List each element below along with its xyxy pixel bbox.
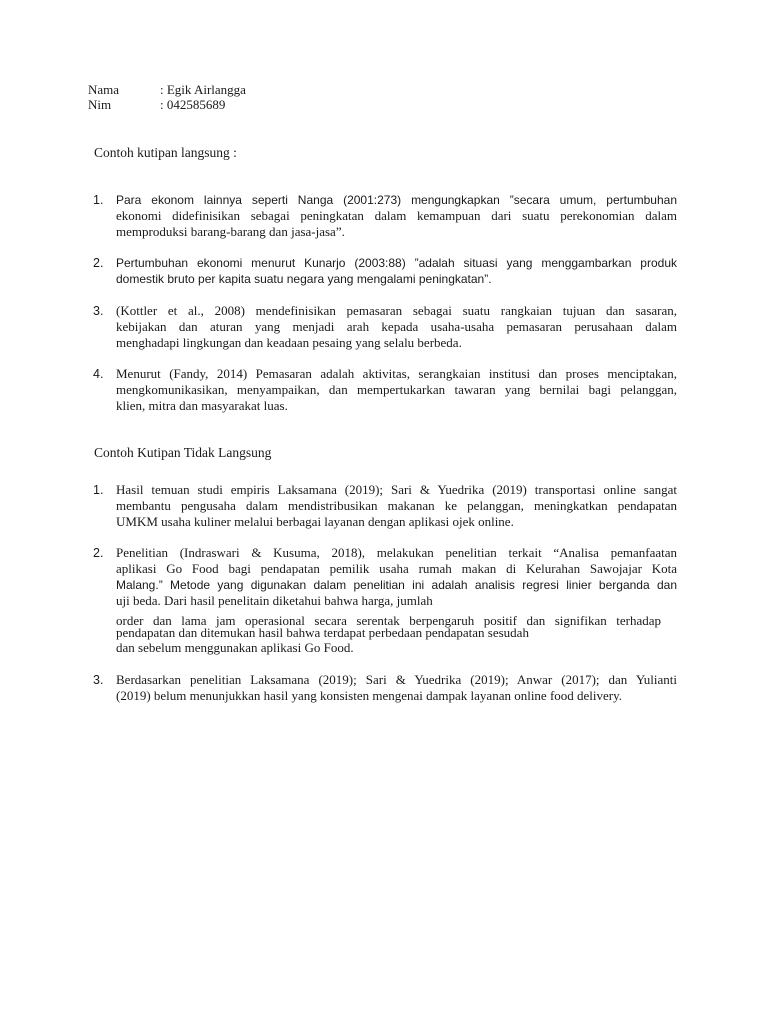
text-line: domestik bruto per kapita suatu negara yang mengalami peningkatan”.	[116, 272, 492, 286]
list-item-text	[116, 192, 677, 240]
text-line: pendapatan dan ditemukan hasil bahwa terdapat perbedaan pendapatan sesudah	[116, 625, 529, 640]
list-number: 3.	[93, 304, 104, 318]
text-line: dan sebelum menggunakan aplikasi Go Food.	[116, 640, 354, 655]
text-line: Para ekonom lainnya seperti Nanga (2001:273) mengungkapkan ”secara umum, pertumbuhan	[116, 193, 677, 207]
text-line: membantu pengusaha dalam mendistribusikan makanan ke pelanggan, meningkatkan pendapatan	[116, 498, 677, 513]
nim-label: Nim	[88, 97, 112, 112]
text-line: order dan lama jam operasional secara serentak berpengaruh positif dan signifikan terhadap	[116, 613, 661, 628]
text-line: UMKM usaha kuliner melalui berbagai layanan dengan aplikasi ojek online.	[116, 514, 514, 529]
name-value: : Egik Airlangga	[160, 82, 246, 97]
list-number: 1.	[93, 193, 104, 207]
text-line: Menurut (Fandy, 2014) Pemasaran adalah aktivitas, serangkaian institusi dan proses menciptakan,	[116, 366, 677, 381]
text-line: (2019) belum menunjukkan hasil yang konsisten mengenai dampak layanan online food delivery.	[116, 688, 623, 703]
text-line: Berdasarkan penelitian Laksamana (2019); Sari & Yuedrika (2019); Anwar (2017); dan Yulianti	[116, 672, 677, 687]
list-number: 2.	[93, 546, 104, 560]
list-number: 4.	[93, 367, 104, 381]
name-label: Nama	[88, 82, 120, 97]
text-line: klien, mitra dan masyarakat luas.	[116, 398, 288, 413]
list-item-text	[116, 482, 677, 530]
text-line: Pertumbuhan ekonomi menurut Kunarjo (2003:88) ”adalah situasi yang menggambarkan produk	[116, 256, 677, 270]
text-line: memproduksi barang-barang dan jasa-jasa”.	[116, 224, 345, 239]
text-line: uji beda. Dari hasil penelitain diketahui bahwa harga, jumlah	[116, 593, 433, 608]
text-line: (Kottler et al., 2008) mendefinisikan pemasaran sebagai suatu rangkaian tujuan dan sasaran,	[116, 303, 677, 318]
list-number: 2.	[93, 256, 104, 270]
name-row	[88, 82, 488, 98]
list-item-text	[116, 366, 677, 414]
text-line: ekonomi didefinisikan sebagai peningkatan dalam kemampuan dari suatu perekonomian dalam	[116, 208, 677, 223]
list-item-text	[116, 545, 677, 665]
text-line: menghadapi lingkungan dan keadaan pesaing yang selalu berbeda.	[116, 335, 462, 350]
text-line: aplikasi Go Food bagi pendapatan pemilik usaha rumah makan di Kelurahan Sawojajar Kota	[116, 561, 677, 576]
list-item-text	[116, 255, 677, 287]
text-line: mengkomunikasikan, menyampaikan, dan mempertukarkan tawaran yang bernilai bagi pelanggan,	[116, 382, 677, 397]
section-title-indirect-quotes: Contoh Kutipan Tidak Langsung	[94, 445, 272, 460]
text-line: Malang.” Metode yang digunakan dalam penelitian ini adalah analisis regresi linier berganda dan	[116, 578, 677, 592]
nim-row	[88, 97, 488, 113]
nim-value: : 042585689	[160, 97, 226, 112]
text-line: Hasil temuan studi empiris Laksamana (2019); Sari & Yuedrika (2019) transportasi online sangat	[116, 482, 677, 497]
text-line: kebijakan dan aturan yang menjadi arah kepada usaha-usaha pemasaran perusahaan dalam	[116, 319, 677, 334]
list-number: 1.	[93, 483, 104, 497]
list-item-text	[116, 303, 677, 351]
section-title-direct-quotes: Contoh kutipan langsung :	[94, 145, 237, 160]
list-number: 3.	[93, 673, 104, 687]
text-line: Penelitian (Indraswari & Kusuma, 2018), melakukan penelitian terkait “Analisa pemanfaatan	[116, 545, 677, 560]
list-item-text	[116, 672, 677, 704]
